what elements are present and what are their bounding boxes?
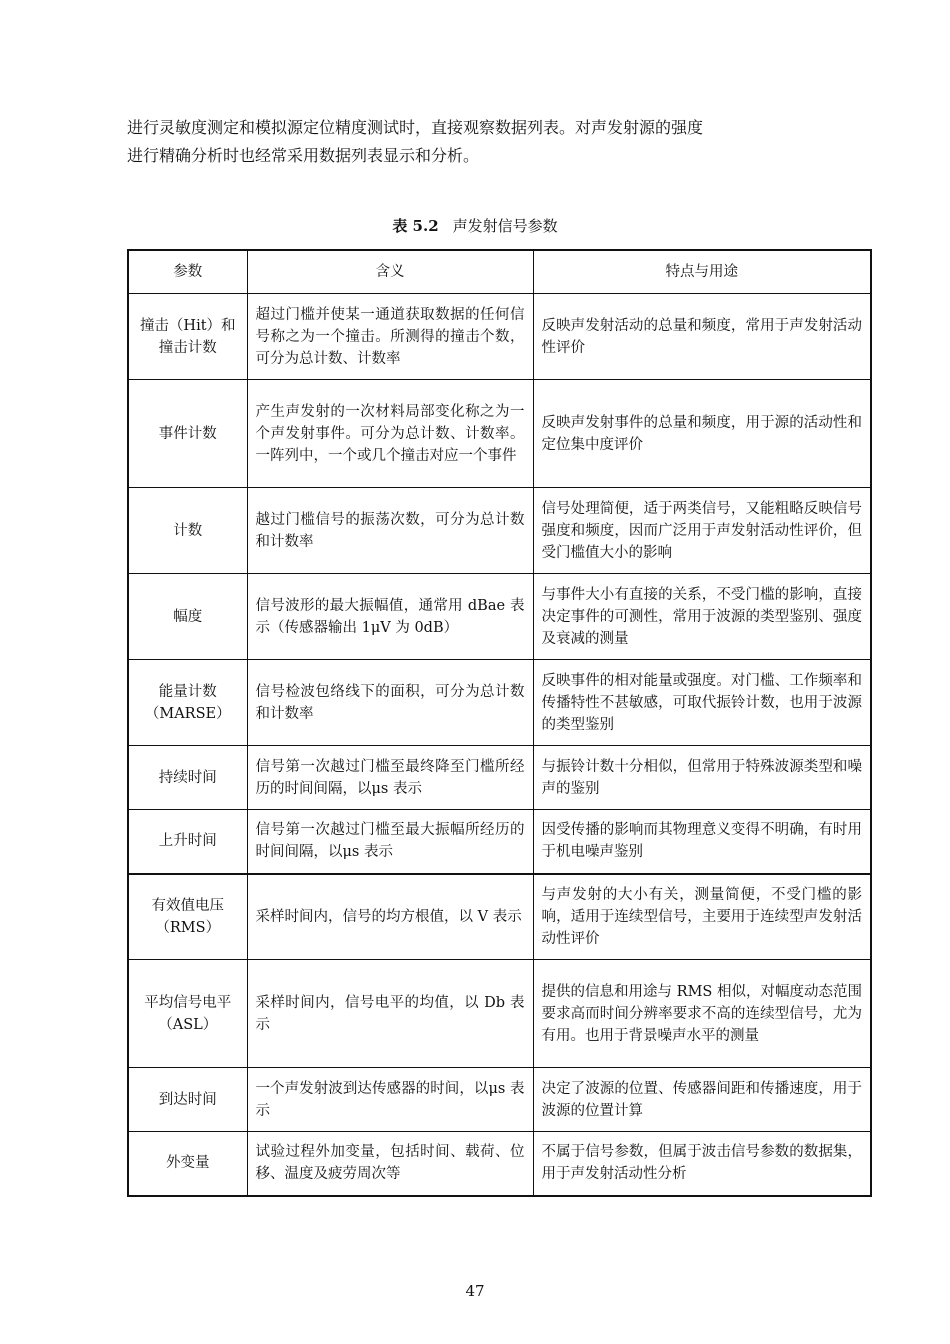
meaning-cell: 信号波形的最大振幅值，通常用 dBae 表示（传感器输出 1μV 为 0dB） xyxy=(247,574,533,660)
table-row xyxy=(128,488,871,574)
intro-line-1: 进行灵敏度测定和模拟源定位精度测试时，直接观察数据列表。对声发射源的强度 xyxy=(127,118,704,137)
use-cell: 与振铃计数十分相似，但常用于特殊波源类型和噪声的鉴别 xyxy=(533,746,871,810)
use-cell: 不属于信号参数，但属于波击信号参数的数据集，用于声发射活动性分析 xyxy=(533,1132,871,1196)
use-cell: 信号处理简便，适于两类信号，又能粗略反映信号强度和频度，因而广泛用于声发射活动性评价，但受门槛值大小的影响 xyxy=(533,488,871,574)
table-row xyxy=(128,746,871,810)
param-cell xyxy=(128,294,247,380)
meaning-cell: 产生声发射的一次材料局部变化称之为一个声发射事件。可分为总计数、计数率。一阵列中，一个或几个撞击对应一个事件 xyxy=(247,380,533,488)
table-row xyxy=(128,1068,871,1132)
table-caption-number: 表 5.2 xyxy=(392,217,439,235)
param-cell: 到达时间 xyxy=(128,1068,247,1132)
table-row xyxy=(128,810,871,874)
header-meaning: 含义 xyxy=(247,250,533,294)
param-cell: 事件计数 xyxy=(128,380,247,488)
use-cell: 与事件大小有直接的关系，不受门槛的影响，直接决定事件的可测性，常用于波源的类型鉴别、强度及衰减的测量 xyxy=(533,574,871,660)
param-name: 有效值电压 xyxy=(151,897,224,914)
use-cell: 反映声发射事件的总量和频度，用于源的活动性和定位集中度评价 xyxy=(533,380,871,488)
param-cell xyxy=(128,660,247,746)
param-name-sub: （RMS） xyxy=(155,919,221,936)
param-name-sub: 撞击计数 xyxy=(158,339,217,356)
use-cell: 与声发射的大小有关，测量简便，不受门槛的影响，适用于连续型信号，主要用于连续型声发射活动性评价 xyxy=(533,874,871,960)
meaning-cell: 试验过程外加变量，包括时间、载荷、位移、温度及疲劳周次等 xyxy=(247,1132,533,1196)
table-header-row xyxy=(128,250,871,294)
param-name: 撞击（Hit）和 xyxy=(139,317,236,334)
use-cell: 因受传播的影响而其物理意义变得不明确，有时用于机电噪声鉴别 xyxy=(533,810,871,874)
use-cell: 提供的信息和用途与 RMS 相似，对幅度动态范围要求高而时间分辨率要求不高的连续型信号，尤为有用。也用于背景噪声水平的测量 xyxy=(533,960,871,1068)
page-number: 47 xyxy=(465,1282,485,1300)
table-row xyxy=(128,660,871,746)
parameter-table xyxy=(127,249,872,1197)
intro-line-2: 进行精确分析时也经常采用数据列表显示和分析。 xyxy=(127,146,480,165)
header-use: 特点与用途 xyxy=(533,250,871,294)
param-name-sub: （MARSE） xyxy=(144,705,231,722)
table-caption-title: 声发射信号参数 xyxy=(452,217,558,235)
param-name-sub: （ASL） xyxy=(158,1016,218,1033)
param-cell: 持续时间 xyxy=(128,746,247,810)
meaning-cell: 采样时间内，信号电平的均值，以 Db 表示 xyxy=(247,960,533,1068)
use-cell: 反映声发射活动的总量和频度，常用于声发射活动性评价 xyxy=(533,294,871,380)
header-param: 参数 xyxy=(128,250,247,294)
table-row xyxy=(128,1132,871,1196)
param-cell: 计数 xyxy=(128,488,247,574)
table-row xyxy=(128,294,871,380)
use-cell: 反映事件的相对能量或强度。对门槛、工作频率和传播特性不甚敏感，可取代振铃计数，也用于波源的类型鉴别 xyxy=(533,660,871,746)
meaning-cell: 超过门槛并使某一通道获取数据的任何信号称之为一个撞击。所测得的撞击个数，可分为总计数、计数率 xyxy=(247,294,533,380)
meaning-cell: 采样时间内，信号的均方根值，以 V 表示 xyxy=(247,874,533,960)
table-row xyxy=(128,380,871,488)
table-row xyxy=(128,960,871,1068)
param-cell: 上升时间 xyxy=(128,810,247,874)
param-cell xyxy=(128,874,247,960)
param-cell xyxy=(128,960,247,1068)
meaning-cell: 信号检波包络线下的面积，可分为总计数和计数率 xyxy=(247,660,533,746)
param-cell: 幅度 xyxy=(128,574,247,660)
meaning-cell: 一个声发射波到达传感器的时间，以μs 表示 xyxy=(247,1068,533,1132)
meaning-cell: 信号第一次越过门槛至最大振幅所经历的时间间隔，以μs 表示 xyxy=(247,810,533,874)
table-caption xyxy=(0,216,950,236)
intro-paragraph xyxy=(127,114,837,170)
use-cell: 决定了波源的位置、传感器间距和传播速度，用于波源的位置计算 xyxy=(533,1068,871,1132)
param-name: 平均信号电平 xyxy=(144,994,232,1011)
meaning-cell: 越过门槛信号的振荡次数，可分为总计数和计数率 xyxy=(247,488,533,574)
param-name: 能量计数 xyxy=(158,683,217,700)
meaning-cell: 信号第一次越过门槛至最终降至门槛所经历的时间间隔，以μs 表示 xyxy=(247,746,533,810)
param-cell: 外变量 xyxy=(128,1132,247,1196)
table-row xyxy=(128,574,871,660)
table-row xyxy=(128,874,871,960)
